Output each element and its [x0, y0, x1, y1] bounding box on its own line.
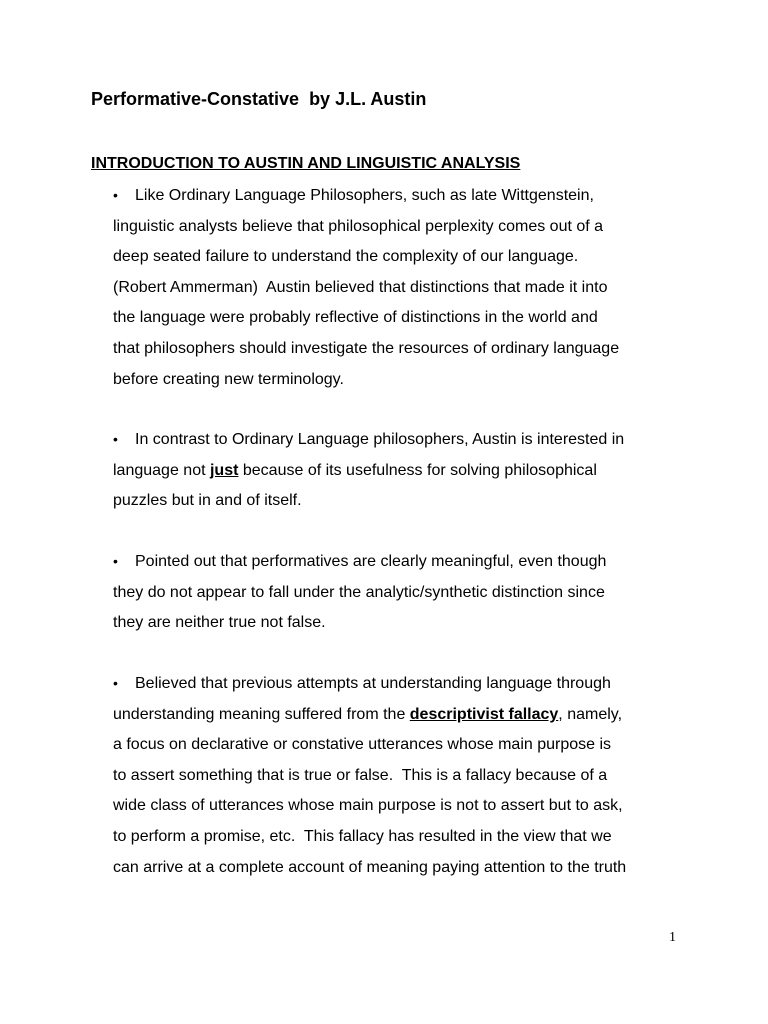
bullet-line [113, 180, 693, 212]
bullet-line [113, 546, 693, 578]
bullet-line: before creating new terminology. [113, 370, 344, 388]
emphasized-term: just [209, 461, 239, 479]
bullet-icon: • [113, 187, 118, 203]
bullet-icon: • [113, 553, 118, 569]
bullet-text: Like Ordinary Language Philosophers, such as late Wittgenstein, [135, 187, 594, 204]
bullet-line [113, 668, 693, 700]
bullet-text: understanding meaning suffered from the [113, 705, 410, 723]
bullet-icon: • [113, 431, 118, 447]
emphasized-term: descriptivist fallacy [409, 705, 559, 723]
bullet-line: puzzles but in and of itself. [113, 492, 302, 510]
bullet-line: to assert something that is true or false. This is a fallacy because of a [113, 766, 608, 784]
bullet-item [113, 546, 693, 639]
bullet-text: Believed that previous attempts at understanding language through [135, 675, 611, 692]
bullet-line: they are neither true not false. [113, 614, 326, 632]
bullet-line: linguistic analysts believe that philosophical perplexity comes out of a [113, 217, 604, 235]
bullet-line [113, 700, 693, 731]
bullet-icon: • [113, 675, 118, 691]
bullet-text: , namely, [558, 705, 623, 723]
bullet-line: they do not appear to fall under the analytic/synthetic distinction since [113, 583, 605, 601]
bullet-line: a focus on declarative or constative utterances whose main purpose is [113, 736, 612, 754]
bullet-item [113, 180, 693, 395]
bullet-line [113, 424, 693, 456]
bullet-line: that philosophers should investigate the resources of ordinary language [113, 339, 620, 357]
section-heading: INTRODUCTION TO AUSTIN AND LINGUISTIC ANALYSIS [91, 155, 521, 172]
bullet-line: (Robert Ammerman) Austin believed that distinctions that made it into [113, 278, 608, 296]
bullet-line: deep seated failure to understand the complexity of our language. [113, 248, 579, 266]
bullet-text: Pointed out that performatives are clearly meaningful, even though [135, 553, 607, 570]
bullet-line: to perform a promise, etc. This fallacy has resulted in the view that we [113, 827, 612, 845]
bullet-line: the language were probably reflective of distinctions in the world and [113, 309, 598, 327]
bullet-line: wide class of utterances whose main purpose is not to assert but to ask, [113, 797, 623, 815]
bullet-item [113, 424, 693, 517]
bullet-line: can arrive at a complete account of meaning paying attention to the truth [113, 858, 627, 876]
page-number: 1 [669, 930, 676, 945]
document-title: Performative-Constative by J.L. Austin [91, 89, 427, 109]
bullet-text: In contrast to Ordinary Language philosophers, Austin is interested in [135, 431, 625, 448]
bullet-text: because of its usefulness for solving philosophical [238, 461, 597, 479]
bullet-text: language not [113, 461, 210, 479]
bullet-item [113, 668, 693, 883]
bullet-line [113, 456, 693, 487]
